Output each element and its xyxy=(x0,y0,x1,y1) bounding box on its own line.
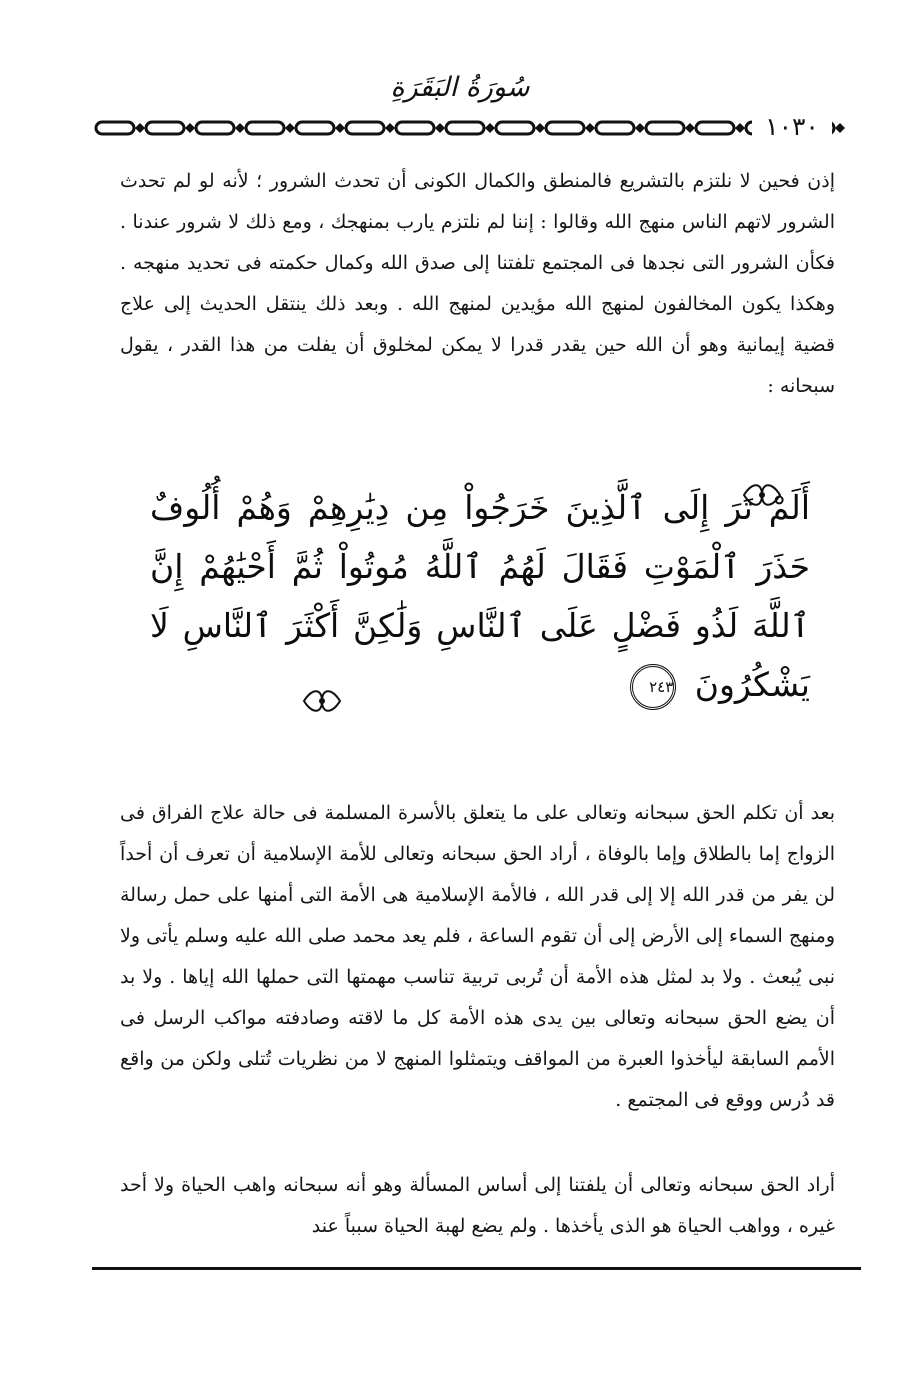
quran-verse xyxy=(150,478,810,714)
surah-title: سُورَةُ البَقَرَةِ xyxy=(390,72,530,103)
page-number: ١٠٣٠ xyxy=(752,112,832,142)
paragraph-continuation: أراد الحق سبحانه وتعالى أن يلفتنا إلى أساس المسألة وهو أنه سبحانه واهب الحياة ولا أحد غيره ، وواهب الحياة هو الذى يأخذها . ولم يضع لهبة الحياة سبباً عند xyxy=(120,1174,835,1237)
verse-text: أَلَمْ تَرَ إِلَى ٱلَّذِينَ خَرَجُواْ مِن دِيَٰرِهِمْ وَهُمْ أُلُوفٌ حَذَرَ ٱلْمَوْتِ فَقَالَ لَهُمُ ٱللَّهُ مُوتُواْ ثُمَّ أَحْيَٰهُمْ إِنَّ ٱللَّهَ لَذُو فَضْلٍ عَلَى ٱلنَّاسِ وَلَٰكِنَّ أَكْثَرَ ٱلنَّاسِ لَا يَشْكُرُونَ xyxy=(150,488,810,704)
bottom-rule xyxy=(92,1267,861,1270)
paragraph-intro: إذن فحين لا نلتزم بالتشريع فالمنطق والكمال الكونى أن تحدث الشرور ؛ لأنه لو لم تحدث الشرور لاتهم الناس منهج الله وقالوا : إننا لم نلتزم يارب بمنهجك ، ومع ذلك لا شرور عندنا . فكأن الشرور التى نجدها فى المجتمع تلفتنا إلى صدق الله وكمال حكمته فى تحديد منهجه . وهكذا يكون المخالفون لمنهج الله مؤيدين لمنهج الله . وبعد ذلك ينتقل الحديث إلى علاج قضية إيمانية وهو أن الله حين يقدر قدرا لا يمكن لمخلوق أن يفلت من هذا القدر ، يقول سبحانه : xyxy=(120,170,835,397)
paragraph-commentary: بعد أن تكلم الحق سبحانه وتعالى على ما يتعلق بالأسرة المسلمة فى حالة علاج الفراق فى الزواج إما بالطلاق وإما بالوفاة ، أراد الحق سبحانه وتعالى للأمة الإسلامية أن تعرف أن أحداً لن يفر من قدر الله إلا إلى قدر الله ، فالأمة الإسلامية هى الأمة التى أمنها على حمل رسالة ومنهج السماء إلى الأرض إلى أن تقوم الساعة ، فلم يعد محمد صلى الله عليه وسلم يأتى ولا نبى يُبعث . ولا بد لمثل هذه الأمة أن تُربى تربية تناسب مهمتها التى حملها الله إياها . ولا بد أن يضع الحق سبحانه وتعالى بين يدى هذه الأمة كل ما لاقته وصادفته مواكب الرسل فى الأمم السابقة ليأخذوا العبرة من المواقف ويتمثلوا المنهج لا من نظريات تُتلى ولكن من واقع قد دُرس ووقع فى المجتمع . xyxy=(120,802,836,1111)
verse-closing-ornament-icon xyxy=(300,686,344,716)
header-ornamental-border xyxy=(92,116,862,140)
ayah-number-marker: ٢٤٣ xyxy=(630,664,676,710)
